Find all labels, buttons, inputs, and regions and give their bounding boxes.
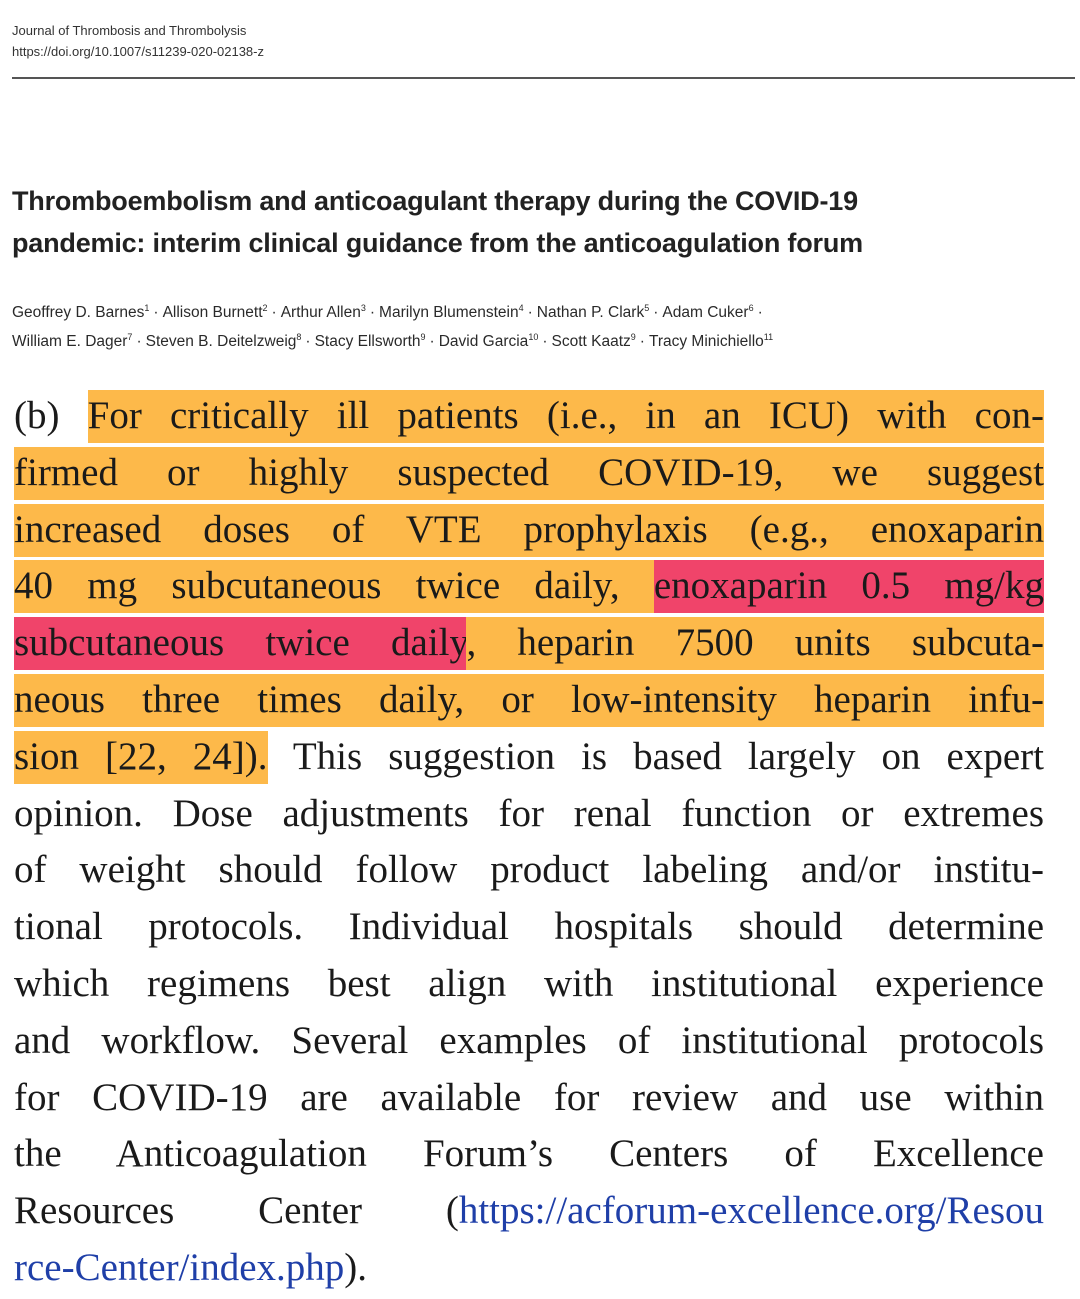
author-affiliation: 6 xyxy=(748,303,754,313)
author-name: David Garcia xyxy=(438,333,529,350)
author-affiliation: 4 xyxy=(518,303,524,313)
author-separator: · xyxy=(153,304,159,321)
red-highlighted-text: enoxaparin 0.5 mg/kg xyxy=(654,560,1044,613)
paragraph-line: opinion. Dose adjustments for renal function or extremes xyxy=(14,791,1044,835)
author-name: Nathan P. Clark xyxy=(536,304,645,321)
paragraph-line xyxy=(14,729,1044,786)
author-name: Adam Cuker xyxy=(662,304,749,321)
author-separator: · xyxy=(639,333,645,350)
author-name: William E. Dager xyxy=(12,333,128,350)
paragraph-line: which regimens best align with institutional experience xyxy=(14,961,1044,1005)
header-divider xyxy=(12,77,1075,79)
highlighted-text: For critically ill patients (i.e., in an ICU) with con- xyxy=(88,390,1044,443)
author-affiliation: 8 xyxy=(296,332,302,342)
author-name: Allison Burnett xyxy=(162,304,263,321)
article-title xyxy=(12,180,1072,264)
author-affiliation: 9 xyxy=(630,332,636,342)
paragraph-line xyxy=(14,615,1044,672)
guidance-paragraph xyxy=(14,388,1044,1297)
item-label: (b) xyxy=(14,394,88,437)
resource-center-link[interactable]: rce-Center/index.php xyxy=(14,1245,345,1289)
author-separator: · xyxy=(305,333,311,350)
author-affiliation: 10 xyxy=(528,332,539,342)
resource-center-link[interactable]: https://acforum-excellence.org/Resou xyxy=(458,1189,1044,1233)
author-separator: · xyxy=(527,304,533,321)
author-list xyxy=(12,298,1078,356)
paragraph-line: and workflow. Several examples of institutional protocols xyxy=(14,1018,1044,1062)
paragraph-text: Resources Center ( xyxy=(14,1189,459,1233)
doi-link[interactable]: https://doi.org/10.1007/s11239-020-02138-z xyxy=(12,44,264,59)
paragraph-line xyxy=(14,1183,1044,1240)
paragraph-text: ). xyxy=(344,1245,368,1289)
article-header xyxy=(12,20,264,62)
author-name: Geoffrey D. Barnes xyxy=(12,304,145,321)
author-affiliation: 1 xyxy=(144,303,150,313)
author-name: Arthur Allen xyxy=(280,304,361,321)
highlighted-text: firmed or highly suspected COVID-19, we suggest xyxy=(14,447,1044,500)
journal-name: Journal of Thrombosis and Thrombolysis xyxy=(12,23,247,38)
author-name: Marilyn Blumenstein xyxy=(379,304,519,321)
author-line xyxy=(12,327,1078,356)
author-affiliation: 7 xyxy=(127,332,133,342)
author-separator: · xyxy=(542,333,548,350)
author-separator: · xyxy=(271,304,277,321)
paragraph-line xyxy=(14,445,1044,502)
author-affiliation: 2 xyxy=(262,303,268,313)
author-line xyxy=(12,298,1078,327)
paragraph-text: This suggestion is based largely on expert xyxy=(267,734,1044,778)
highlighted-text: neous three times daily, or low-intensity heparin infu- xyxy=(14,674,1044,727)
highlighted-text: sion [22, 24]). xyxy=(14,731,268,784)
title-line: Thromboembolism and anticoagulant therapy during the COVID-19 xyxy=(12,186,858,216)
paragraph-line xyxy=(14,502,1044,559)
author-affiliation: 9 xyxy=(420,332,426,342)
author-name: Tracy Minichiello xyxy=(648,333,764,350)
author-affiliation: 11 xyxy=(763,332,774,342)
highlighted-text: , heparin 7500 units subcuta- xyxy=(466,617,1044,670)
highlighted-text: 40 mg subcutaneous twice daily, xyxy=(14,560,654,613)
highlighted-text: increased doses of VTE prophylaxis (e.g., enoxaparin xyxy=(14,504,1044,557)
paragraph-line: for COVID-19 are available for review and use within xyxy=(14,1075,1044,1119)
author-affiliation: 3 xyxy=(360,303,366,313)
author-separator: · xyxy=(429,333,435,350)
paragraph-line: tional protocols. Individual hospitals should determine xyxy=(14,905,1044,949)
author-name: Stacy Ellsworth xyxy=(314,333,421,350)
author-separator: · xyxy=(369,304,376,321)
paragraph-line xyxy=(14,388,1044,445)
red-highlighted-text: subcutaneous twice daily xyxy=(14,617,466,670)
title-line: pandemic: interim clinical guidance from the anticoagulation forum xyxy=(12,228,863,258)
paragraph-line xyxy=(14,1240,1044,1297)
author-affiliation: 5 xyxy=(644,303,650,313)
paragraph-line: of weight should follow product labeling and/or institu- xyxy=(14,848,1044,892)
author-name: Steven B. Deitelzweig xyxy=(145,333,297,350)
paragraph-line: the Anticoagulation Forum’s Centers of Excellence xyxy=(14,1132,1044,1176)
author-separator: · xyxy=(757,304,763,321)
author-name: Scott Kaatz xyxy=(551,333,631,350)
paragraph-line xyxy=(14,672,1044,729)
paragraph-line xyxy=(14,558,1044,615)
author-separator: · xyxy=(653,304,659,321)
author-separator: · xyxy=(136,333,142,350)
